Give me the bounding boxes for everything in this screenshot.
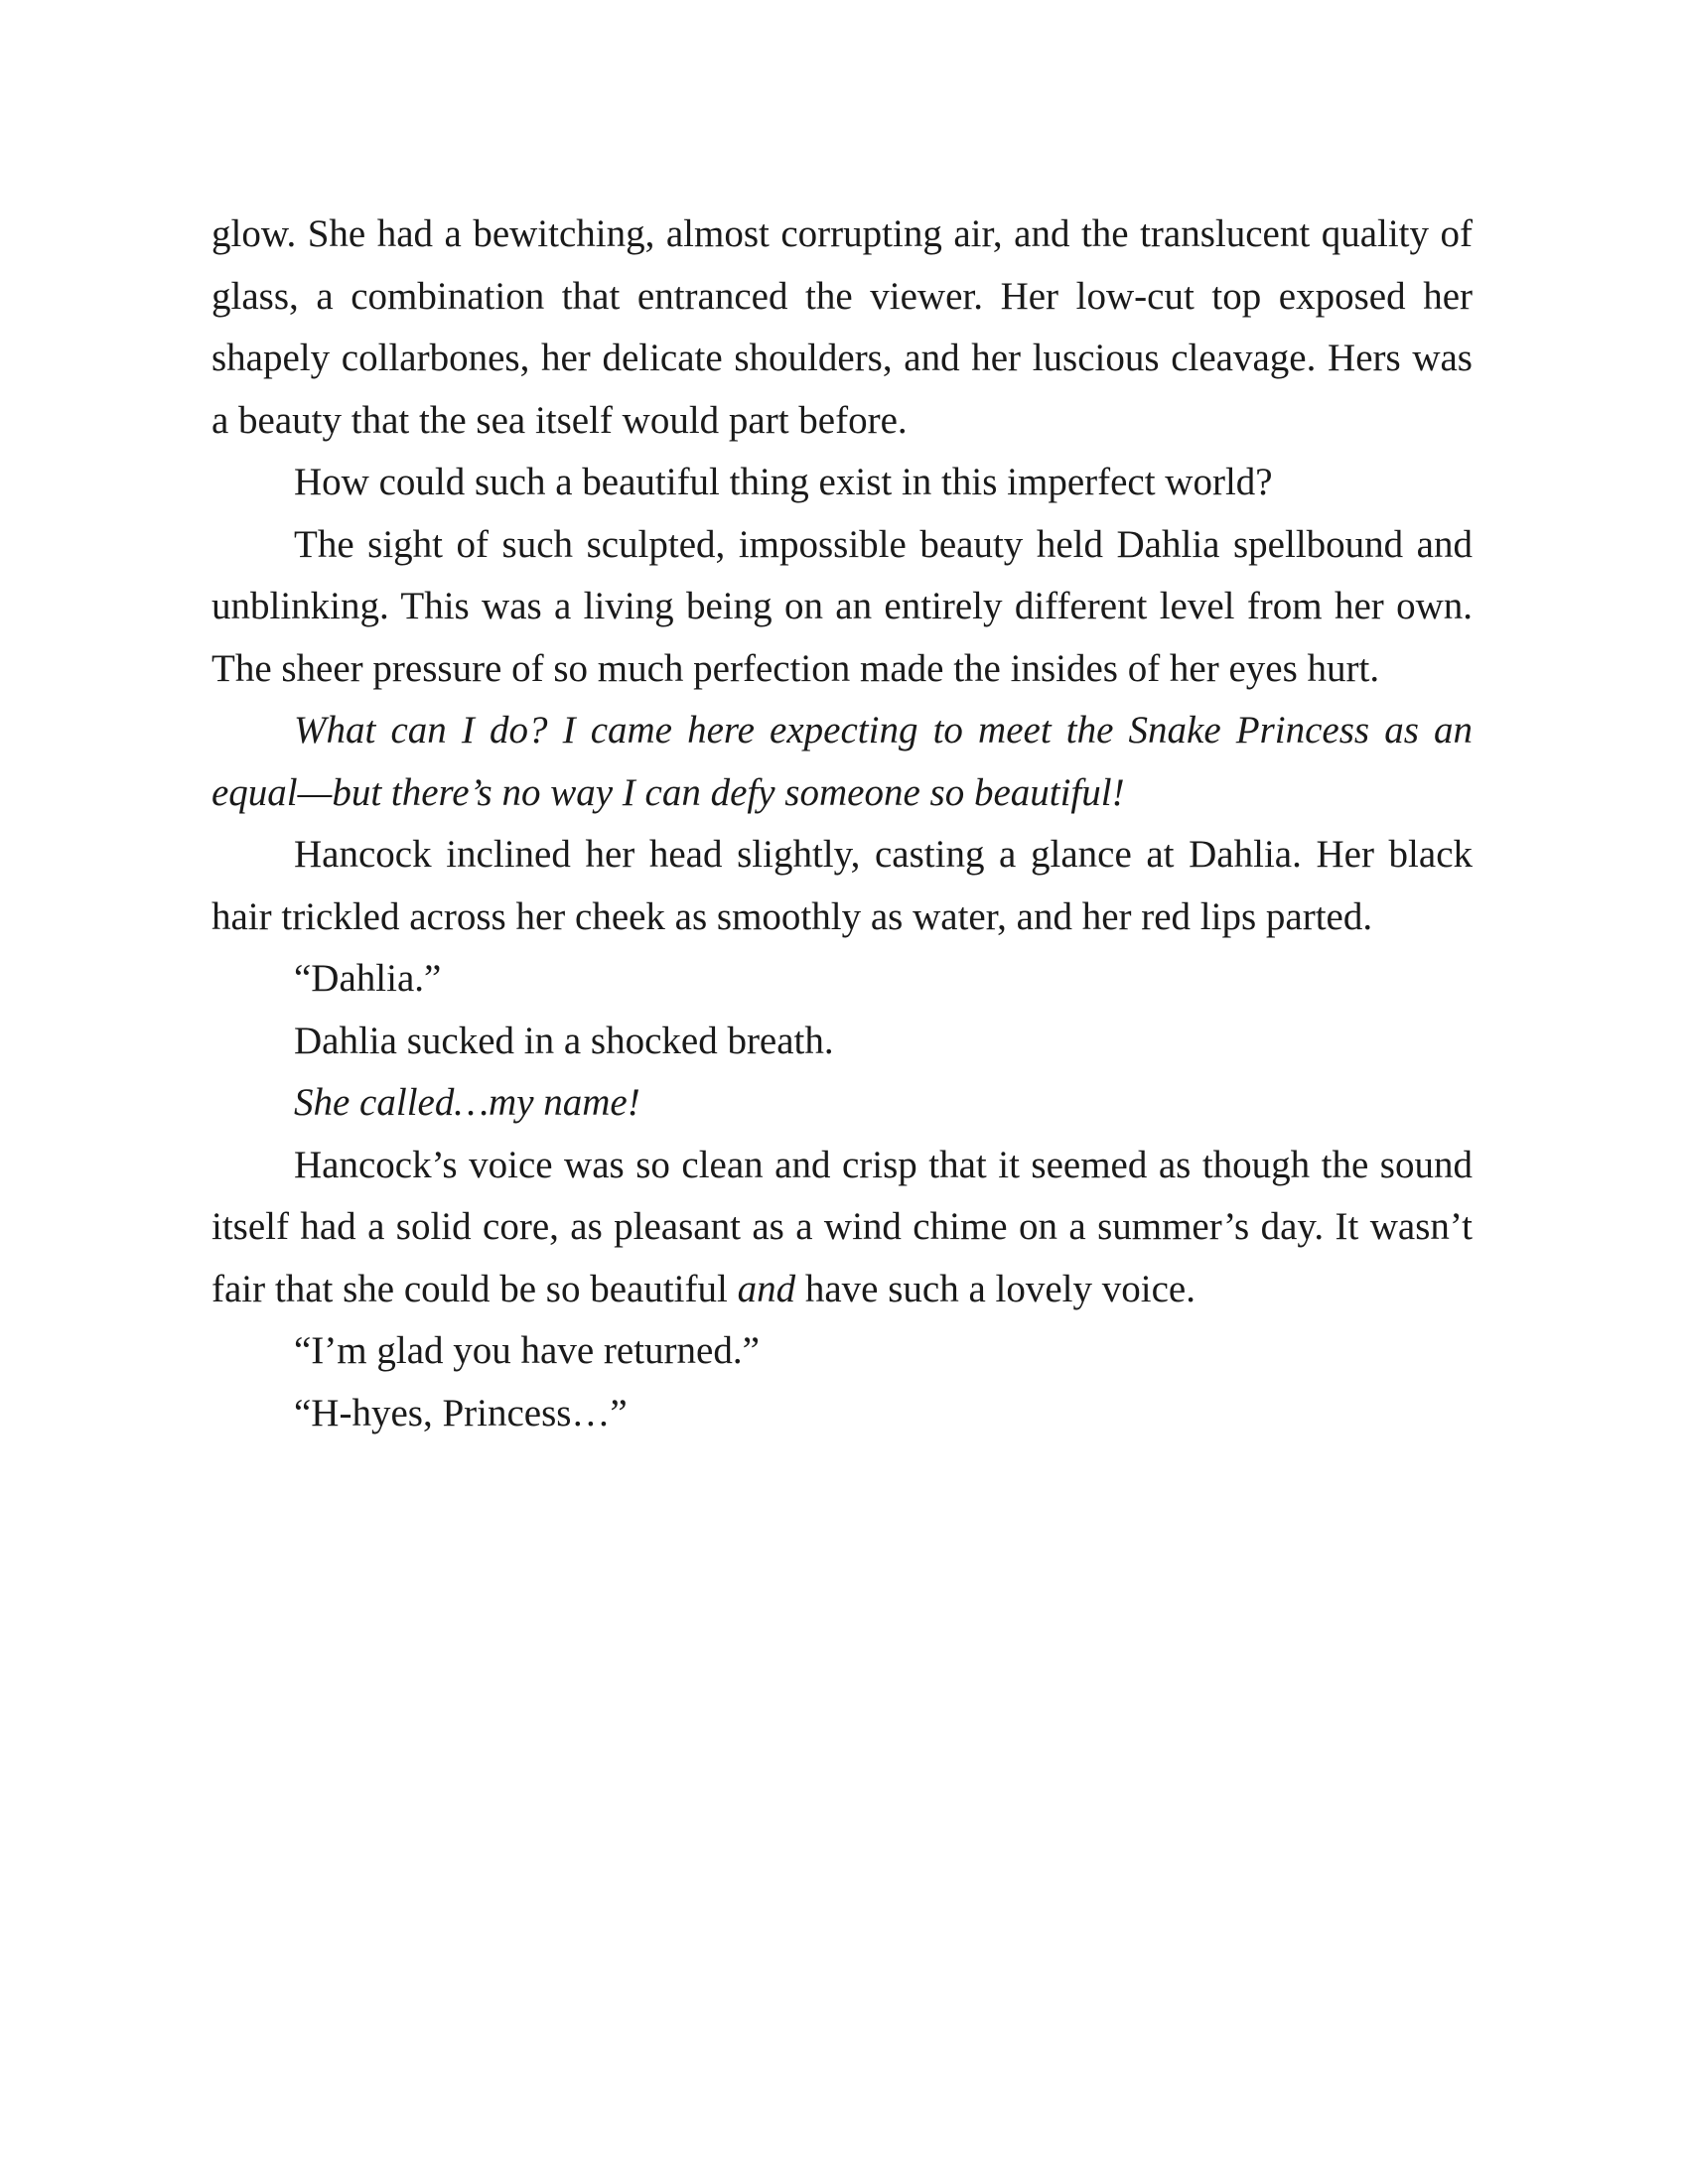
paragraph-6-dialogue: “Dahlia.” (294, 957, 442, 1000)
page-body (211, 204, 1473, 1444)
paragraph-9 (211, 1135, 1473, 1321)
paragraph-8-thought: She called…my name! (294, 1081, 640, 1124)
paragraph-10-dialogue: “I’m glad you have returned.” (294, 1329, 760, 1372)
paragraph-9-emphasis: and (737, 1267, 796, 1310)
paragraph-2: How could such a beautiful thing exist in this imperfect world? (294, 461, 1273, 503)
paragraph-9-after: have such a lovely voice. (795, 1267, 1196, 1310)
paragraph-11-dialogue: “H-hyes, Princess…” (294, 1391, 628, 1434)
paragraph-9-before: Hancock’s voice was so clean and crisp that it seemed as though the sound itself had a solid core, as pleasant as a wind chime on a summer’s day. It wasn’t fair that she could be so beautiful (211, 1143, 1473, 1310)
paragraph-1: glow. She had a bewitching, almost corrupting air, and the translucent quality of glass, a combination that entranced the viewer. Her low-cut top exposed her shapely collarbones, her delicate shoulders, and her luscious cleavage. Hers was a beauty that the sea itself would part before. (211, 212, 1473, 442)
paragraph-3: The sight of such sculpted, impossible beauty held Dahlia spellbound and unblinking. This was a living being on an entirely different level from her own. The sheer pressure of so much perfection made the insides of her eyes hurt. (211, 522, 1473, 690)
paragraph-5: Hancock inclined her head slightly, casting a glance at Dahlia. Her black hair trickled across her cheek as smoothly as water, and her red lips parted. (211, 833, 1473, 938)
paragraph-4-thought: What can I do? I came here expecting to meet the Snake Princess as an equal—but there’s no way I can defy someone so beautiful! (211, 709, 1473, 814)
paragraph-7: Dahlia sucked in a shocked breath. (294, 1019, 834, 1062)
